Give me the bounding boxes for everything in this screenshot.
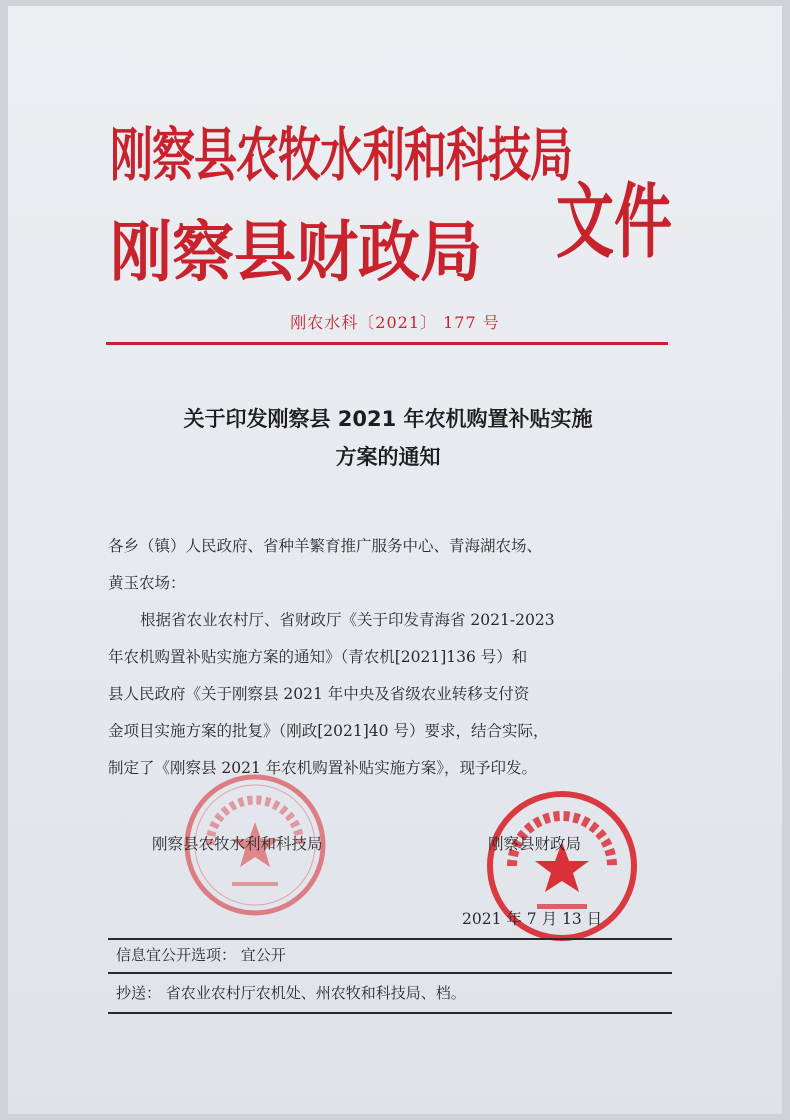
document-page bbox=[8, 6, 782, 1114]
document-type: 文件 bbox=[556, 174, 673, 270]
body-line-1: 根据省农业农村厅、省财政厅《关于印发青海省 2021-2023 bbox=[140, 611, 555, 629]
signature-right: 刚察县财政局 bbox=[488, 835, 582, 853]
footer-divider-bottom bbox=[108, 1012, 672, 1014]
footer-divider-top bbox=[108, 938, 672, 940]
signature-left: 刚察县农牧水利和科技局 bbox=[152, 835, 323, 853]
title-line-1: 关于印发刚察县 2021 年农机购置补贴实施 bbox=[183, 407, 593, 431]
body-line-3: 县人民政府《关于刚察县 2021 年中央及省级农业转移支付资 bbox=[108, 685, 530, 703]
body-line-5: 制定了《刚察县 2021 年农机购置补贴实施方案》，现予印发。 bbox=[108, 759, 538, 777]
disclosure-option: 信息宜公开选项： 宜公开 bbox=[116, 946, 286, 964]
document-title bbox=[98, 400, 678, 476]
red-divider bbox=[106, 342, 668, 345]
body-line-2: 年农机购置补贴实施方案的通知》（青农机[2021]136 号）和 bbox=[108, 648, 528, 666]
recipients-line-1: 各乡（镇）人民政府、省种羊繁育推广服务中心、青海湖农场、 bbox=[108, 537, 543, 555]
issuer-name-1: 刚察县农牧水利和科技局 bbox=[110, 122, 572, 190]
body-line-4: 金项目实施方案的批复》（刚政[2021]40 号）要求，结合实际， bbox=[108, 722, 549, 740]
document-number: 刚农水科〔2021〕 177 号 bbox=[290, 313, 500, 332]
title-line-2: 方案的通知 bbox=[335, 445, 441, 469]
issue-date: 2021 年 7 月 13 日 bbox=[462, 910, 603, 928]
cc-list: 抄送： 省农业农村厅农机处、州农牧和科技局、档。 bbox=[116, 984, 466, 1002]
recipients-line-2: 黄玉农场： bbox=[108, 574, 186, 592]
footer-divider-middle bbox=[108, 972, 672, 974]
issuer-name-2: 刚察县财政局 bbox=[110, 213, 483, 291]
